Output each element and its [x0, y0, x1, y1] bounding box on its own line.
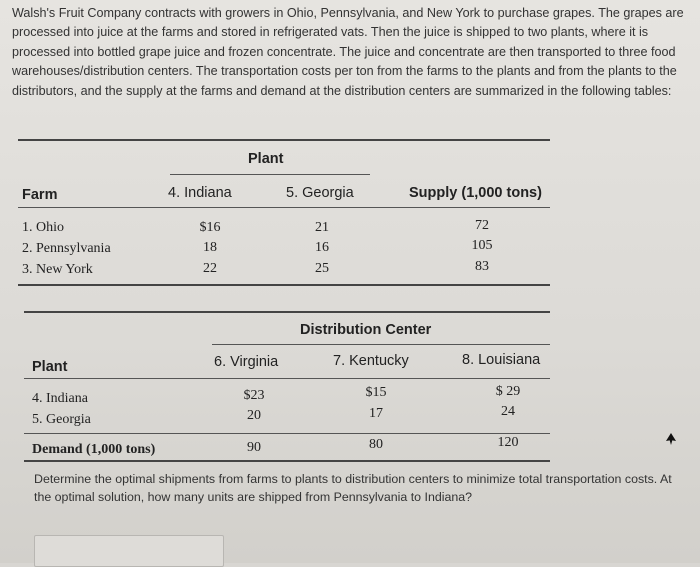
question-text: Determine the optimal shipments from farms to plants to distribution centers to minimize total transportation costs. At the optimal solution, how many units are shipped from Pennsylvania to Indiana?	[34, 472, 672, 504]
table2-col-virginia: 6. Virginia	[214, 354, 279, 370]
table2-demand-label: Demand (1,000 tons)	[32, 442, 156, 457]
table2-cell: 24	[501, 404, 515, 419]
table2-demand-cell: 120	[497, 435, 519, 450]
table2-col-kentucky: 7. Kentucky	[333, 353, 409, 369]
table2-col-louisiana: 8. Louisiana	[462, 352, 541, 368]
table1-cell: 105	[471, 238, 493, 253]
table1-cell: 83	[475, 259, 489, 274]
table2-top-rule	[24, 311, 550, 313]
table2-group-header: Distribution Center	[300, 322, 432, 338]
table1-cell: 16	[315, 240, 329, 255]
table2-demand-rule	[24, 433, 550, 434]
table1-cell: 22	[203, 261, 217, 276]
table1-cell: $16	[199, 220, 221, 235]
table2-header-rule	[24, 378, 550, 379]
table2-cell: 20	[247, 408, 261, 423]
table2-bottom-rule	[24, 460, 550, 462]
table1-cell: 25	[315, 261, 329, 276]
table1-group-header: Plant	[248, 151, 284, 167]
table2-cell: 17	[369, 406, 383, 421]
table1-header-rule	[18, 207, 550, 208]
table1-col-georgia: 5. Georgia	[286, 185, 354, 201]
table2-cell: $ 29	[495, 384, 521, 399]
table2-group-rule	[212, 344, 550, 345]
table1-bottom-rule	[18, 284, 550, 286]
table2-row-header: Plant	[32, 359, 68, 375]
table2-cell: $23	[243, 388, 265, 403]
table1-col-supply: Supply (1,000 tons)	[409, 185, 542, 201]
table1-cell: 18	[203, 240, 217, 255]
table1-top-rule	[18, 139, 550, 141]
mouse-cursor-icon	[664, 432, 678, 446]
table1-row-label: 2. Pennsylvania	[22, 241, 111, 256]
table1-row-label: 3. New York	[22, 262, 93, 277]
table1-cell: 72	[475, 218, 489, 233]
table2-demand-cell: 80	[369, 437, 383, 452]
table1-col-indiana: 4. Indiana	[168, 185, 232, 201]
table2-cell: $15	[365, 385, 387, 400]
answer-input[interactable]	[34, 535, 224, 567]
table1-cell: 21	[315, 220, 329, 235]
table1-group-rule	[170, 174, 370, 175]
table2-demand-cell: 90	[247, 440, 261, 455]
table2-row-label: 4. Indiana	[32, 391, 88, 406]
table1-row-header: Farm	[22, 187, 58, 203]
table2-row-label: 5. Georgia	[32, 412, 91, 427]
problem-intro: Walsh's Fruit Company contracts with growers in Ohio, Pennsylvania, and New York to purchase grapes. The grapes are processed into juice at the farms and stored in refrigerated vats. Then the juice is shipped to two plants, where it is processed into bottled grape juice and frozen concentrate. The juice and concentrate are then transported to three food warehouses/distribution centers. The transportation costs per ton from the farms to the plants and from the plants to the distributors, and the supply at the farms and demand at the distribution centers are summarized in the following tables:	[12, 6, 684, 98]
table1-row-label: 1. Ohio	[22, 220, 64, 235]
